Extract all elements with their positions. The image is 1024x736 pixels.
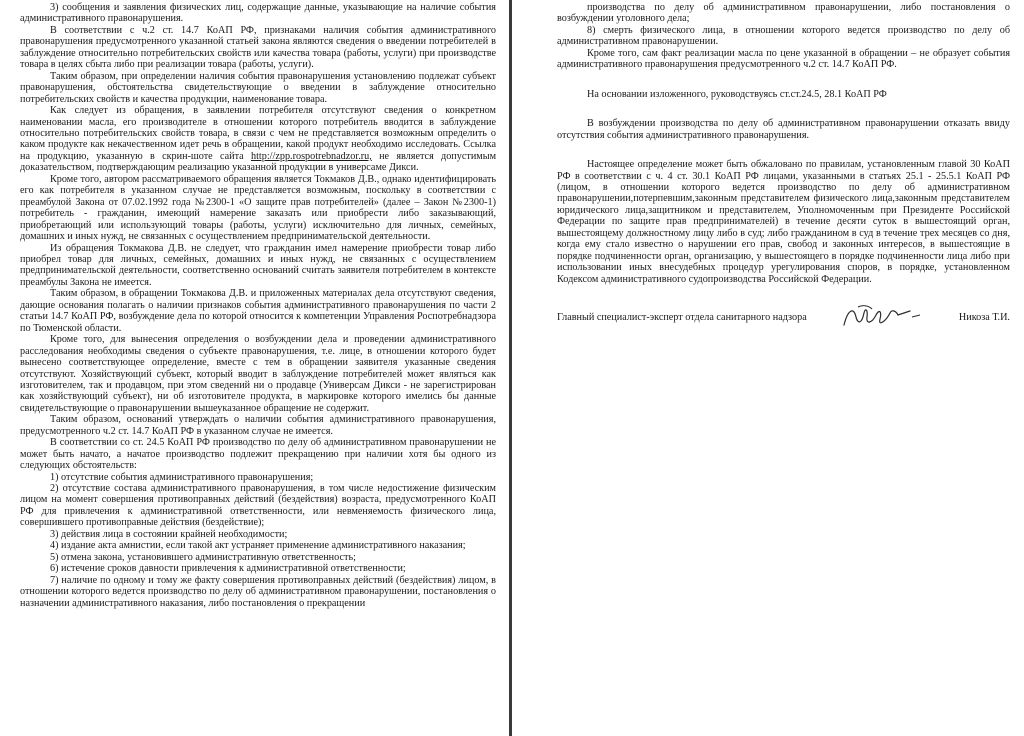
paragraph: Из обращения Токмакова Д.В. не следует, что гражданин имел намерение приобрести товар либо приобрел товар для личных, семейных, домашних и иных нужд, не связанных с осуществлением предпринимательской деятельности, соответственно оснований считать заявителя потребителем в контексте преамбулы Закона не имеется. <box>20 242 496 288</box>
paragraph: В соответствии со ст. 24.5 КоАП РФ производство по делу об административном правонарушении не может быть начато, а начатое производство подлежит прекращению при наличии хотя бы одного из следующих обстоятельств: <box>20 437 496 472</box>
site-link[interactable]: http://zpp.rospotrebnadzor.ru, <box>250 150 372 162</box>
signature-block <box>557 303 1010 331</box>
spacer <box>557 71 1010 89</box>
paragraph: 3) сообщения и заявления физических лиц, содержащие данные, указывающие на наличие события административного правонарушения. <box>20 2 496 25</box>
legal-basis: На основании изложенного, руководствуясь ст.ст.24.5, 28.1 КоАП РФ <box>587 88 887 100</box>
list-item: 8) смерть физического лица, в отношении которого ведется производство по делу об административном правонарушении. <box>557 24 1010 48</box>
signature-icon <box>838 303 928 331</box>
paragraph: В соответствии с ч.2 ст. 14.7 КоАП РФ, признаками наличия события административного правонарушения предусмотренного указанной статьей закона являются сведения о введении потребителей в заблуждение относительно потребительских свойств или качества товара (работы, услуги) при производстве товара в целях сбыта либо при реализации товара (работы, услуги). <box>20 24 496 71</box>
paragraph-text: Как следует из обращения, в заявлении потребителя отсутствуют сведения о конкретном наименовании масла, его производителе в отношении которого потребитель вводится в заблуждение относительно потребительских свойств товара, в связи с чем не представляется возможным определить о каком продукте как некачественном идет речь в обращении, какой продукт необходимо исследовать. Ссылка на продукцию, указанную в скрин-шоте сайта <box>20 105 496 162</box>
paragraph: Кроме того, сам факт реализации масла по цене указанной в обращении – не образует события административного правонарушения предусмотренного ч.2 ст. 14.7 КоАП РФ. <box>557 47 1010 71</box>
list-item: 3) действия лица в состоянии крайней необходимости; <box>50 528 288 540</box>
paragraph: производства по делу об административном правонарушении, либо постановления о возбуждении уголовного дела; <box>557 2 1010 25</box>
list-item: 6) истечение сроков давности привлечения к административной ответственности; <box>50 563 406 575</box>
paragraph <box>20 105 496 174</box>
page-divider <box>509 0 512 736</box>
appeal-notice: Настоящее определение может быть обжаловано по правилам, установленным главой 30 КоАП РФ в соответствии с ч. 4 ст. 30.1 КоАП РФ лицами, указанными в статьях 25.1 - 25.5.1 КоАП РФ (лицом, в отношении которого ведется производство по делу об административном правонарушении,потерпевшим,законным представителем физического лица,законным представителем юридического лица,защитником и представителем, Уполномоченным при Президенте Российской Федерации по защите прав предпринимателей) в течение десяти суток в вышестоящий орган, вышестоящему должностному лицу либо в суд; либо гражданином в суд в течение трех месяцев со дня, когда ему стало известно о нарушении его прав, свобод и законных интересов, в вышестоящие в порядке подчиненности орган, организацию, у вышестоящего в порядке подчиненности лица либо при использовании иных внесудебных процедур урегулирования споров, в порядке, установленном Кодексом административного судопроизводства Российской Федерации. <box>557 159 1010 285</box>
paragraph: Кроме того, для вынесения определения о возбуждении дела и проведении административного расследования необходимы сведения о субъекте правонарушения, т.е. лице, в отношении которого будет вынесено соответствующее определение, вместе с тем в обращении заявителя указанные сведения отсутствуют. Хозяйствующий субъект, который вводит в заблуждение потребителей может являться как изготовителем, так и продавцом, при этом сведений ни о продавце (Универсам Дикси - не зарегистрирован как хозяйствующий субъект), ни об изготовителе продукта, в маркировке которого имелись бы данные свидетельствующие о правонарушении вышеуказанное обращение не содержит. <box>20 334 496 414</box>
left-page <box>0 0 510 736</box>
spacer <box>557 100 1010 118</box>
signatory-name: Никоза Т.И. <box>958 311 1010 323</box>
list-item: 2) отсутствие состава административного правонарушения, в том числе недостижение физическим лицом на момент совершения противоправных действий (бездействия) возраста, предусмотренного КоАП РФ для привлечения к административной ответственности, или невменяемость физического лица, совершившего противоправные действия (бездействие); <box>20 483 496 529</box>
paragraph: Таким образом, в обращении Токмакова Д.В. и приложенных материалах дела отсутствуют сведения, дающие основания полагать о наличии признаков события административного правонарушения по части 2 статьи 14.7 КоАП РФ, возбуждение дела по которой относится к компетенции Управления Роспотребнадзора по Тюменской области. <box>20 288 496 334</box>
list-item: 5) отмена закона, установившего административную ответственность; <box>50 551 356 563</box>
paragraph: Кроме того, автором рассматриваемого обращения является Токмаков Д.В., однако идентифицировать его как потребителя в указанном случае не представляется возможным, поскольку в соответствии с преамбулой Закона от 07.02.1992 года №2300-1 «О защите прав потребителей» (далее – Закон №2300-1) потребитель - гражданин, имеющий намерение заказать или приобрести либо заказывающий, приобретающий или использующий товары (работы, услуги) исключительно для личных, семейных, домашних и иных нужд, не связанных с осуществлением предпринимательской деятельности. <box>20 173 496 243</box>
paragraph: Таким образом, оснований утверждать о наличии события административного правонарушения, предусмотренного ч.2 ст. 14.7 КоАП РФ в указанном случае не имеется. <box>20 414 496 437</box>
signatory-title: Главный специалист-эксперт отдела санитарного надзора <box>557 311 807 323</box>
paragraph-text: не является допустимым доказательством, подтверждающим реализацию указанной продукции в универсаме Дикси. <box>20 150 497 174</box>
right-page <box>513 0 1024 736</box>
spacer <box>557 141 1010 159</box>
list-item: 4) издание акта амнистии, если такой акт устраняет применение административного наказания; <box>50 540 466 552</box>
paragraph: Таким образом, при определении наличия события правонарушения установлению подлежат субъект правонарушения, обстоятельства свидетельствующие о введении в заблуждение относительно потребительских свойств и качества продукции, наименование товара. <box>20 70 496 105</box>
decision: В возбуждении производства по делу об административном правонарушении отказать ввиду отсутствия события административного правонарушения. <box>557 118 1010 141</box>
list-item: 7) наличие по одному и тому же факту совершения противоправных действий (бездействия) лицом, в отношении которого ведется производство по делу об административном правонарушении, постановления о назначении административного наказания, либо постановления о прекращении <box>20 574 496 609</box>
list-item: 1) отсутствие события административного правонарушения; <box>50 471 314 483</box>
